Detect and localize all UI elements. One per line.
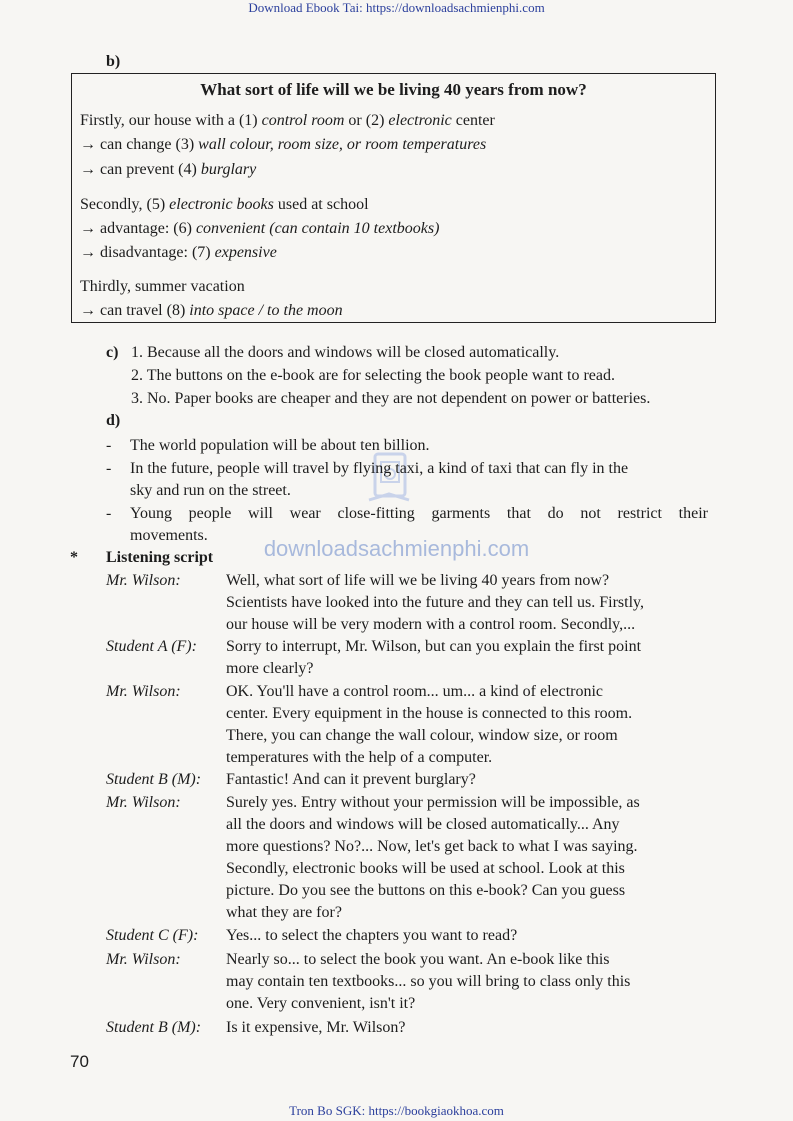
header-download-link[interactable]: Download Ebook Tai: https://downloadsachmienphi.com (248, 0, 545, 15)
bullet-dash: - (106, 437, 112, 454)
dialogue-line: what they are for? (226, 904, 342, 921)
box-line-4: Secondly, (5) electronic books used at school (80, 196, 369, 213)
box-line-6: → disadvantage: (7) expensive (80, 244, 277, 261)
speaker-label: Mr. Wilson: (106, 572, 181, 589)
box-line-2: → can change (3) wall colour, room size, or room temperatures (80, 136, 487, 153)
box-line-3: → can prevent (4) burglary (80, 161, 257, 178)
speaker-label: Student B (M): (106, 771, 202, 788)
summary-box-title: What sort of life will we be living 40 years from now? (200, 80, 587, 99)
dialogue-line: Fantastic! And can it prevent burglary? (226, 771, 476, 788)
answer-d-2: In the future, people will travel by flying taxi, a kind of taxi that can fly in the (130, 460, 629, 477)
dialogue-line: all the doors and windows will be closed automatically... Any (226, 816, 620, 833)
listening-title: Listening script (106, 549, 214, 566)
answer-c-1: 1. Because all the doors and windows will be closed automatically. (131, 344, 560, 361)
dialogue-line: Nearly so... to select the book you want. An e-book like this (226, 951, 610, 968)
dialogue-line: more questions? No?... Now, let's get back to what I was saying. (226, 838, 638, 855)
box-line-8: → can travel (8) into space / to the moon (80, 302, 343, 319)
box-line-7: Thirdly, summer vacation (80, 278, 245, 295)
speaker-label: Student C (F): (106, 927, 199, 944)
speaker-label: Mr. Wilson: (106, 794, 181, 811)
answer-d-3: Young people will wear close-fitting garments that do not restrict their (130, 505, 708, 522)
answer-d-1: The world population will be about ten billion. (130, 437, 430, 454)
watermark-text: downloadsachmienphi.com (263, 536, 530, 561)
dialogue-line: Sorry to interrupt, Mr. Wilson, but can you explain the first point (226, 638, 642, 655)
answer-c-3: 3. No. Paper books are cheaper and they are not dependent on power or batteries. (131, 390, 651, 407)
speaker-label: Student B (M): (106, 1019, 202, 1036)
footer-sgk-link[interactable]: Tron Bo SGK: https://bookgiaokhoa.com (289, 1103, 504, 1118)
dialogue-line: temperatures with the help of a computer. (226, 749, 493, 766)
bullet-dash: - (106, 460, 112, 477)
dialogue-line: one. Very convenient, isn't it? (226, 995, 416, 1012)
dialogue-line: Well, what sort of life will we be living 40 years from now? (226, 572, 610, 589)
summary-box (71, 73, 716, 323)
speaker-label: Student A (F): (106, 638, 197, 655)
section-c-label: c) (106, 344, 119, 361)
dialogue-line: center. Every equipment in the house is connected to this room. (226, 705, 633, 722)
dialogue-line: our house will be very modern with a control room. Secondly,... (226, 616, 636, 633)
dialogue-line: may contain ten textbooks... so you will bring to class only this (226, 973, 631, 990)
dialogue-line: Secondly, electronic books will be used at school. Look at this (226, 860, 625, 877)
section-d-label: d) (106, 412, 121, 429)
answer-c-2: 2. The buttons on the e-book are for selecting the book people want to read. (131, 367, 616, 384)
answer-d-2-cont: sky and run on the street. (130, 482, 291, 499)
speaker-label: Mr. Wilson: (106, 951, 181, 968)
dialogue-line: Scientists have looked into the future and they can tell us. Firstly, (226, 594, 644, 611)
box-line-1: Firstly, our house with a (1) control room or (2) electronic center (80, 112, 495, 129)
dialogue-line: There, you can change the wall colour, window size, or room (226, 727, 618, 744)
dialogue-line: Is it expensive, Mr. Wilson? (226, 1019, 406, 1036)
dialogue-line: picture. Do you see the buttons on this e-book? Can you guess (226, 882, 626, 899)
page-number: 70 (70, 1052, 89, 1071)
star-marker: * (70, 549, 78, 566)
dialogue-line: Surely yes. Entry without your permission will be impossible, as (226, 794, 640, 811)
section-b-label: b) (106, 53, 121, 70)
bullet-dash: - (106, 505, 112, 522)
speaker-label: Mr. Wilson: (106, 683, 181, 700)
box-line-5: → advantage: (6) convenient (can contain 10 textbooks) (80, 220, 440, 237)
dialogue-line: OK. You'll have a control room... um... a kind of electronic (226, 683, 604, 700)
book-logo-icon (361, 448, 417, 512)
answer-d-3-cont: movements. (130, 527, 208, 544)
dialogue-line: more clearly? (226, 660, 314, 677)
dialogue-line: Yes... to select the chapters you want to read? (226, 927, 518, 944)
